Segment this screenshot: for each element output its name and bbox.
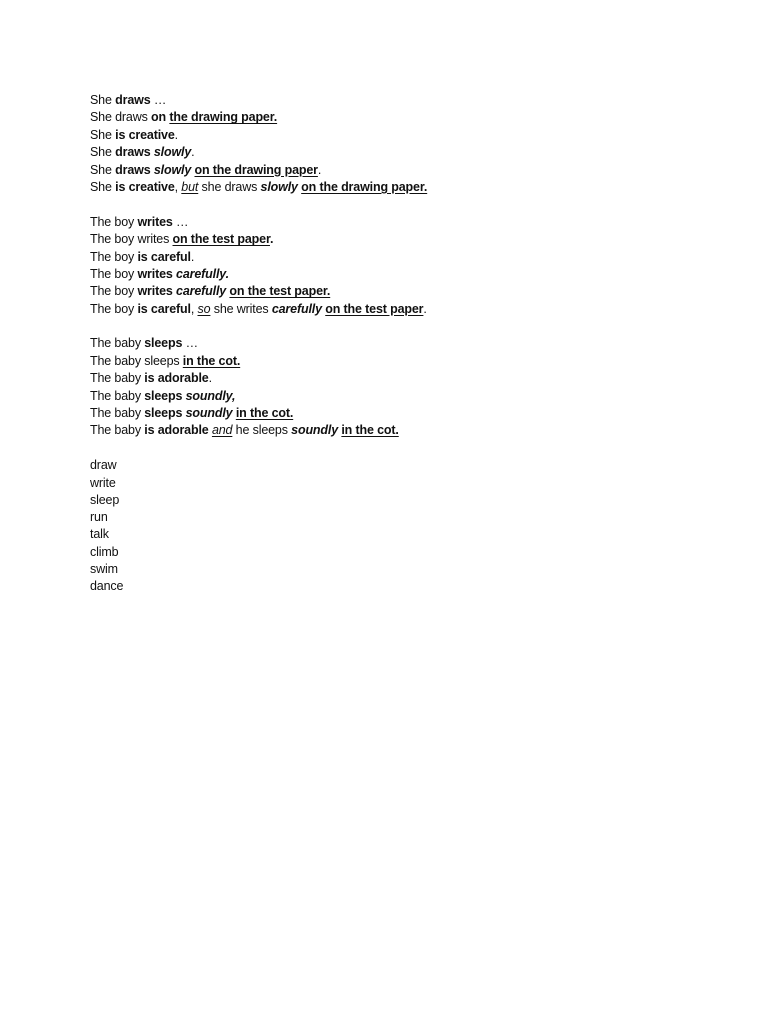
text-segment: draws — [115, 145, 151, 160]
text-segment: sleeps — [144, 406, 183, 421]
sentence-line — [90, 231, 730, 248]
word-list-item: dance — [90, 579, 124, 594]
text-segment: she draws — [198, 179, 261, 194]
text-segment: She draws — [90, 110, 152, 125]
word-list-item: swim — [90, 561, 118, 576]
sentence-line — [90, 301, 730, 318]
text-segment: soundly — [185, 406, 233, 421]
text-segment: . — [190, 249, 195, 264]
text-segment: The baby — [90, 388, 145, 403]
text-segment: he sleeps — [232, 423, 292, 438]
text-segment: but — [181, 179, 199, 194]
section-spacer — [90, 196, 730, 213]
text-segment: on the test paper — [325, 301, 424, 316]
word-list-item: write — [90, 475, 116, 490]
text-segment: on the drawing paper — [194, 162, 318, 177]
text-segment: in the cot. — [182, 353, 241, 368]
text-segment: The boy — [90, 284, 138, 299]
text-segment: The baby — [90, 406, 145, 421]
text-segment: She — [90, 93, 116, 107]
sentence-line — [90, 92, 730, 109]
text-segment: on — [151, 110, 167, 125]
sentence-line — [90, 335, 730, 352]
sentence-line — [90, 370, 730, 387]
text-segment: on the drawing paper. — [301, 179, 428, 194]
sentence-line — [90, 405, 730, 422]
text-segment: The boy — [90, 266, 138, 281]
text-segment: . — [174, 127, 178, 142]
text-segment: is adorable — [144, 371, 209, 386]
text-segment: carefully. — [176, 266, 229, 281]
sentence-line — [90, 214, 730, 231]
text-segment: is careful — [137, 249, 191, 264]
text-segment: She — [90, 162, 116, 177]
text-segment: on the test paper. — [229, 284, 331, 299]
text-segment: , — [174, 179, 182, 194]
text-segment: She — [90, 145, 116, 160]
text-segment: draws — [115, 162, 151, 177]
text-segment: is creative — [115, 127, 175, 142]
text-segment: The baby — [90, 336, 145, 351]
word-list-item: run — [90, 510, 108, 525]
text-segment: in the cot. — [341, 423, 399, 438]
word-list-item: draw — [90, 458, 117, 473]
text-segment: so — [197, 301, 211, 316]
text-segment: soundly — [291, 423, 339, 438]
text-segment: sleeps — [144, 388, 183, 403]
text-segment: The boy — [90, 301, 138, 316]
text-segment: … — [172, 214, 189, 229]
sentence-line — [90, 162, 730, 179]
text-segment: the drawing paper. — [169, 110, 278, 125]
text-segment: The boy — [90, 214, 138, 229]
section-spacer — [90, 440, 730, 457]
text-segment: slowly — [153, 145, 192, 160]
text-segment: The baby sleeps — [90, 353, 183, 368]
verb-word-list — [90, 457, 730, 595]
text-segment: … — [150, 93, 167, 107]
text-segment: draws — [115, 93, 151, 107]
text-segment: writes — [137, 284, 173, 299]
sentence-line — [90, 422, 730, 439]
sentence-line — [90, 283, 730, 300]
text-segment: carefully — [176, 284, 227, 299]
text-segment: soundly, — [185, 388, 236, 403]
sentence-section — [90, 214, 730, 318]
sentence-sections — [90, 92, 730, 457]
section-spacer — [90, 318, 730, 335]
sentence-section — [90, 335, 730, 439]
text-segment: . — [317, 162, 322, 177]
sentence-line — [90, 179, 730, 196]
text-segment: She — [90, 179, 116, 194]
sentence-line — [90, 249, 730, 266]
sentence-line — [90, 109, 730, 126]
text-segment: she writes — [210, 301, 272, 316]
text-segment: is careful — [137, 301, 191, 316]
text-segment: The baby — [90, 371, 145, 386]
text-segment: The boy writes — [90, 232, 173, 247]
text-segment: on the test paper — [172, 232, 270, 247]
text-segment: is creative — [115, 179, 175, 194]
text-segment: , — [190, 301, 198, 316]
sentence-section — [90, 92, 730, 196]
text-segment: and — [211, 423, 233, 438]
document-content — [90, 92, 730, 596]
text-segment: is adorable — [144, 423, 209, 438]
sentence-line — [90, 144, 730, 161]
sentence-line — [90, 127, 730, 144]
sentence-line — [90, 353, 730, 370]
text-segment: The baby — [90, 423, 145, 438]
text-segment: in the cot. — [235, 406, 294, 421]
text-segment: The boy — [90, 249, 138, 264]
sentence-line — [90, 388, 730, 405]
text-segment: writes — [137, 214, 173, 229]
text-segment: . — [423, 301, 427, 316]
text-segment: . — [269, 232, 274, 247]
word-list-item: sleep — [90, 492, 120, 507]
text-segment: . — [191, 145, 195, 160]
text-segment: sleeps — [144, 336, 183, 351]
text-segment: carefully — [271, 301, 322, 316]
text-segment: . — [208, 371, 212, 386]
text-segment: slowly — [260, 179, 298, 194]
text-segment: slowly — [153, 162, 192, 177]
word-list-item: climb — [90, 544, 119, 559]
text-segment: writes — [137, 266, 173, 281]
text-segment: … — [182, 336, 198, 351]
word-list-item: talk — [90, 527, 109, 542]
sentence-line — [90, 266, 730, 283]
text-segment: She — [90, 127, 116, 142]
